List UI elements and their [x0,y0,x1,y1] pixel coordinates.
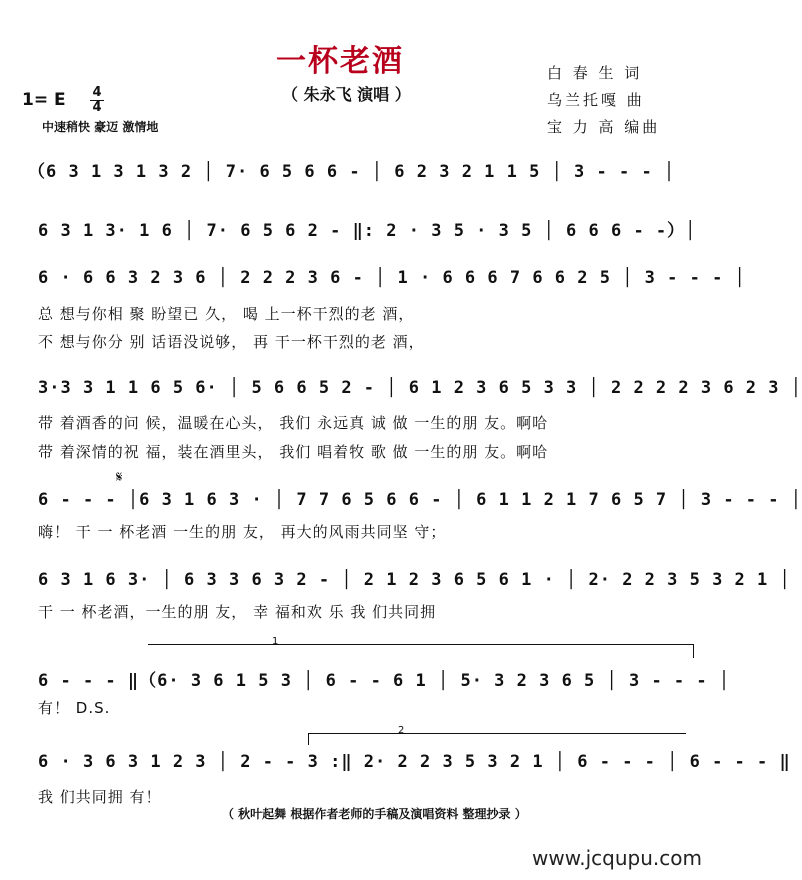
staff-line-6: 6 3 1 6 3· │ 6 3 3 6 3 2 - │ 2 1 2 3 6 5 6 1 · │ 2· 2 2 3 5 3 2 1 │ [38,570,791,590]
transcription-note: （ 秋叶起舞 根据作者老师的手稿及演唱资料 整理抄录 ） [222,807,527,821]
arranger-credit: 宝 力 高 编曲 [547,118,661,136]
lyric-line-3a: 总 想与你相 聚 盼望已 久， 喝 上一杯干烈的老 酒， [38,305,415,323]
lyric-line-4a: 带 着酒香的问 候，温暖在心头， 我们 永远真 诚 做 一生的朋 友。啊哈 [38,414,549,432]
staff-line-2: 6 3 1 3· 1 6 │ 7· 6 5 6 2 - ‖: 2 · 3 5 · 3 5 │ 6 6 6 - -）│ [38,221,697,241]
segno-icon: 𝄋 [116,468,123,486]
time-signature [90,86,104,115]
key-signature: 1= E [22,90,66,110]
lyricist-credit: 白 春 生 词 [547,64,643,82]
staff-line-5: 6 - - - │6 3 1 6 3 · │ 7 7 6 5 6 6 - │ 6 1 1 2 1 7 6 5 7 │ 3 - - - │ [38,490,802,510]
lyric-line-5: 嗨！ 干 一 杯老酒 一生的朋 友， 再大的风雨共同坚 守； [38,523,447,541]
staff-line-7: 6 - - - ‖（6· 3 6 1 5 3 │ 6 - - 6 1 │ 5· 3 2 3 6 5 │ 3 - - - │ [38,671,731,691]
staff-line-4: 3·3 3 1 1 6 5 6· │ 5 6 6 5 2 - │ 6 1 2 3 6 5 3 3 │ 2 2 2 2 3 6 2 3 │ [38,378,802,398]
lyric-line-3b: 不 想与你分 别 话语没说够， 再 干一杯干烈的老 酒， [38,333,425,351]
staff-line-8: 6 · 3 6 3 1 2 3 │ 2 - - 3 :‖ 2· 2 2 3 5 3 2 1 │ 6 - - - │ 6 - - - ‖ [38,752,791,772]
lyric-line-6: 干 一 杯老酒，一生的朋 友， 幸 福和欢 乐 我 们共同拥 [38,603,437,621]
composer-credit: 乌兰托嘎 曲 [547,91,645,109]
lyric-line-7: 有！ D.S. [38,699,111,717]
staff-line-3: 6 · 6 6 3 2 3 6 │ 2 2 2 3 6 - │ 1 · 6 6 6 7 6 6 2 5 │ 3 - - - │ [38,268,746,288]
lyric-line-8: 我 们共同拥 有！ [38,788,162,806]
lyric-line-4b: 带 着深情的祝 福，装在酒里头， 我们 唱着牧 歌 做 一生的朋 友。啊哈 [38,443,549,461]
volta-2-bracket [308,733,686,734]
volta-1-bracket [148,644,693,645]
volta-2-label: 2 [398,725,405,736]
time-signature-bottom: 4 [92,100,102,115]
tempo-marking: 中速稍快 豪迈 激情地 [42,120,159,134]
website-watermark: www.jcqupu.com [532,846,702,870]
time-signature-top: 4 [92,85,102,100]
song-title: 一杯老酒 [276,44,404,79]
staff-line-1: （6 3 1 3 1 3 2 │ 7· 6 5 6 6 - │ 6 2 3 2 1 1 5 │ 3 - - - │ [28,162,676,182]
singer-credit: （ 朱永飞 演唱 ） [282,85,411,104]
volta-1-end [693,644,694,658]
volta-1-label: 1 [272,636,279,647]
volta-2-start [308,733,309,745]
